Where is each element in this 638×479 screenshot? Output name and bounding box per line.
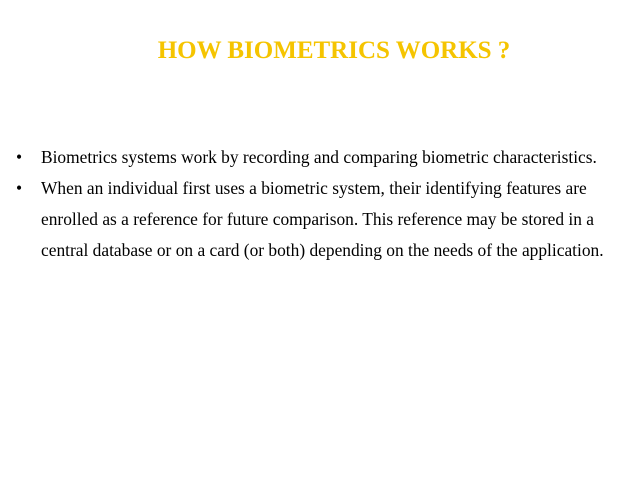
bullet-item (16, 142, 616, 173)
bullet-list (16, 142, 616, 266)
bullet-text: Biometrics systems work by recording and comparing biometric characteristics. (41, 147, 597, 167)
slide-title: HOW BIOMETRICS WORKS ? (157, 37, 511, 64)
bullet-text: When an individual first uses a biometric system, their identifying features are enrolled as a reference for future comparison. This reference may be stored in a central database or on a card (or both) depending on the needs of the application. (41, 178, 604, 260)
bullet-marker: • (16, 178, 23, 198)
bullet-item (16, 173, 616, 266)
bullet-marker: • (16, 147, 23, 167)
